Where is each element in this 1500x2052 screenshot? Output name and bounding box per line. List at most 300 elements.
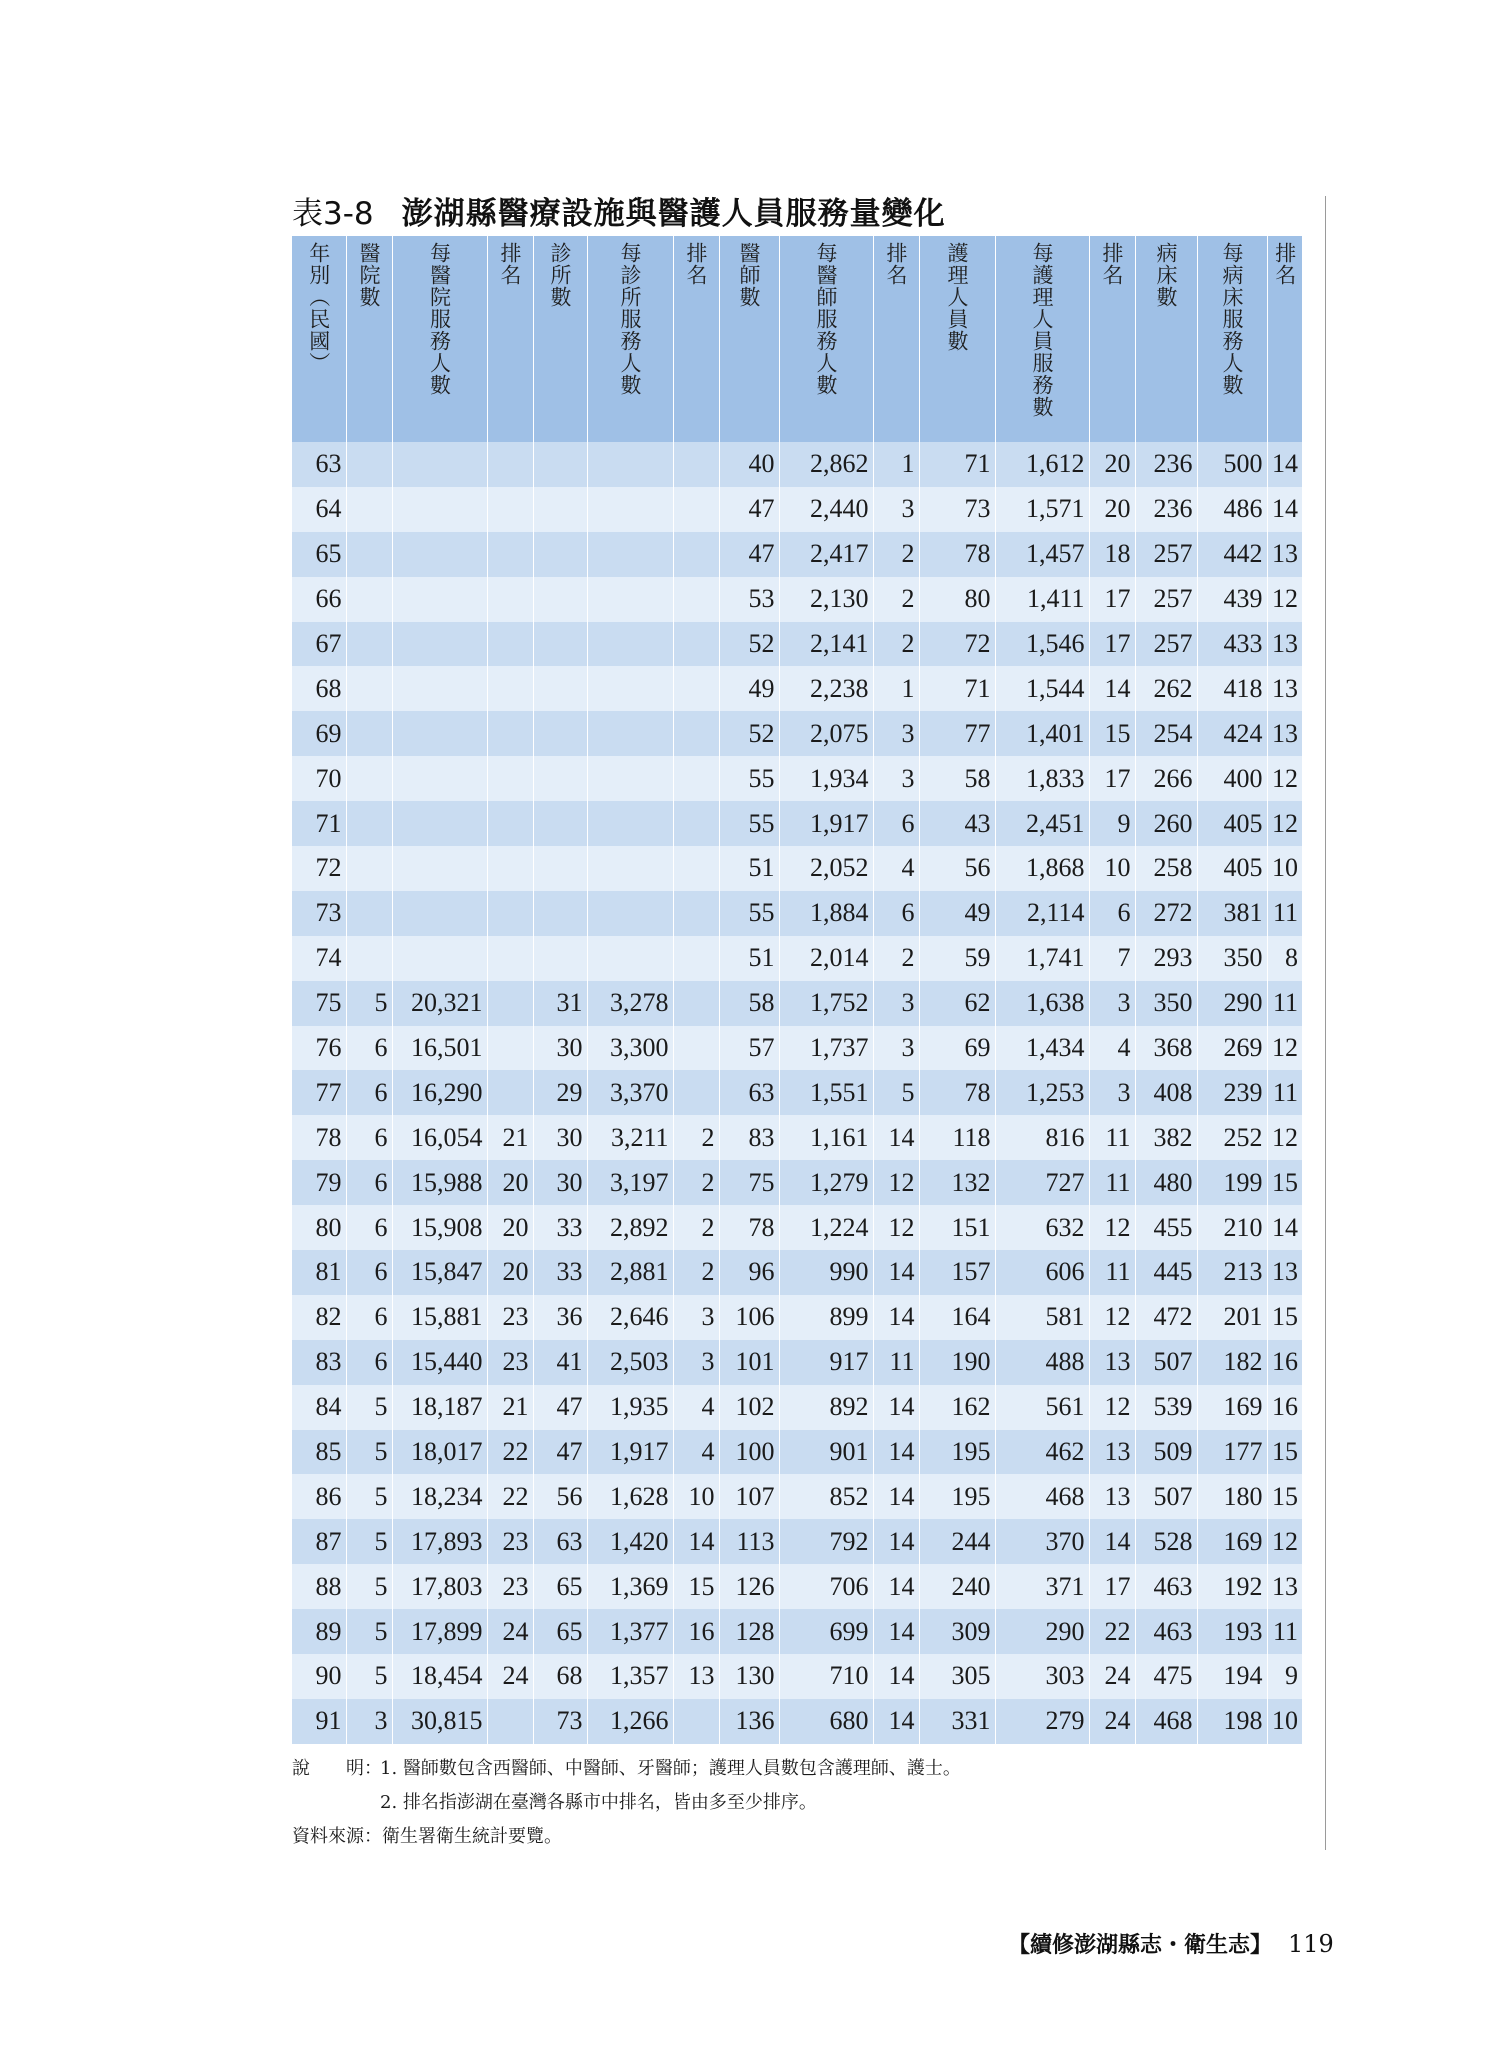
table-row: [292, 1654, 1302, 1699]
table-cell: 1,457: [995, 532, 1089, 577]
table-cell: 11: [1089, 1115, 1135, 1160]
table-cell: 53: [719, 577, 779, 622]
table-row: [292, 1474, 1302, 1519]
table-cell: 47: [533, 1385, 587, 1430]
page-number: 119: [1288, 1930, 1334, 1958]
table-cell: 15: [1089, 711, 1135, 756]
table-cell: [673, 1070, 719, 1115]
table-cell: 13: [1089, 1430, 1135, 1475]
table-cell: 1,420: [587, 1519, 673, 1564]
table-cell: 20: [1089, 442, 1135, 487]
table-cell: 1,752: [779, 981, 873, 1026]
table-cell: 5: [346, 1519, 392, 1564]
table-cell: [392, 711, 487, 756]
table-cell: 3: [346, 1699, 392, 1744]
table-cell: 16,501: [392, 1026, 487, 1071]
table-row: [292, 577, 1302, 622]
note-line-1: [292, 1752, 1312, 1786]
table-cell: 180: [1197, 1474, 1267, 1519]
table-cell: 4: [673, 1430, 719, 1475]
table-cell: 30: [533, 1160, 587, 1205]
table-cell: 52: [719, 711, 779, 756]
table-cell: 2,130: [779, 577, 873, 622]
table-cell: [587, 756, 673, 801]
table-cell: 136: [719, 1699, 779, 1744]
table-cell: 20,321: [392, 981, 487, 1026]
table-cell: 22: [487, 1430, 533, 1475]
table-row: [292, 846, 1302, 891]
table-cell: [533, 801, 587, 846]
table-cell: 3: [873, 756, 919, 801]
table-cell: [673, 1026, 719, 1071]
table-cell: 24: [487, 1609, 533, 1654]
table-cell: 6: [346, 1160, 392, 1205]
table-cell: [487, 1026, 533, 1071]
table-cell: 400: [1197, 756, 1267, 801]
table-row: [292, 1295, 1302, 1340]
table-cell: 14: [873, 1564, 919, 1609]
table-cell: 4: [673, 1385, 719, 1430]
table-cell: 24: [487, 1654, 533, 1699]
table-cell: [392, 487, 487, 532]
table-cell: 2,503: [587, 1340, 673, 1385]
table-cell: 305: [919, 1654, 995, 1699]
table-cell: 62: [919, 981, 995, 1026]
table-cell: 51: [719, 846, 779, 891]
table-cell: 1,737: [779, 1026, 873, 1071]
column-header: [392, 236, 487, 442]
table-cell: [487, 1070, 533, 1115]
table-cell: [392, 846, 487, 891]
table-cell: 5: [346, 1474, 392, 1519]
table-cell: [587, 801, 673, 846]
table-cell: 14: [1089, 666, 1135, 711]
table-row: [292, 1430, 1302, 1475]
table-cell: 10: [1089, 846, 1135, 891]
table-cell: 1,571: [995, 487, 1089, 532]
table-cell: [673, 487, 719, 532]
table-cell: 12: [1267, 1115, 1302, 1160]
table-cell: 30: [533, 1026, 587, 1071]
table-cell: 21: [487, 1385, 533, 1430]
table-cell: [346, 532, 392, 577]
table-cell: 2,238: [779, 666, 873, 711]
table-cell: 236: [1135, 487, 1197, 532]
table-row: [292, 1250, 1302, 1295]
table-cell: 269: [1197, 1026, 1267, 1071]
table-cell: 58: [719, 981, 779, 1026]
table-cell: 15,847: [392, 1250, 487, 1295]
table-cell: 371: [995, 1564, 1089, 1609]
table-row: [292, 711, 1302, 756]
table-cell: 164: [919, 1295, 995, 1340]
year-cell: 74: [292, 936, 346, 981]
table-cell: 1: [873, 442, 919, 487]
table-cell: 5: [873, 1070, 919, 1115]
table-cell: 194: [1197, 1654, 1267, 1699]
table-cell: 12: [1089, 1385, 1135, 1430]
table-row: [292, 1385, 1302, 1430]
year-cell: 76: [292, 1026, 346, 1071]
table-cell: 68: [533, 1654, 587, 1699]
table-cell: 47: [533, 1430, 587, 1475]
table-cell: 55: [719, 756, 779, 801]
year-cell: 78: [292, 1115, 346, 1160]
table-cell: 262: [1135, 666, 1197, 711]
year-cell: 66: [292, 577, 346, 622]
year-cell: 65: [292, 532, 346, 577]
year-cell: 67: [292, 622, 346, 667]
table-cell: 1,868: [995, 846, 1089, 891]
table-cell: 3: [1089, 1070, 1135, 1115]
table-cell: 2,141: [779, 622, 873, 667]
table-cell: 12: [873, 1160, 919, 1205]
table-cell: 3: [873, 711, 919, 756]
table-cell: 350: [1135, 981, 1197, 1026]
table-cell: 1,401: [995, 711, 1089, 756]
table-cell: 606: [995, 1250, 1089, 1295]
year-cell: 77: [292, 1070, 346, 1115]
table-cell: 182: [1197, 1340, 1267, 1385]
table-cell: [392, 666, 487, 711]
table-cell: 258: [1135, 846, 1197, 891]
table-cell: [587, 532, 673, 577]
table-cell: 12: [873, 1205, 919, 1250]
column-header: [292, 236, 346, 442]
table-cell: 15,908: [392, 1205, 487, 1250]
table-cell: 381: [1197, 891, 1267, 936]
table-cell: 199: [1197, 1160, 1267, 1205]
table-cell: 272: [1135, 891, 1197, 936]
table-cell: 1,357: [587, 1654, 673, 1699]
table-cell: 11: [1267, 1609, 1302, 1654]
table-cell: 11: [873, 1340, 919, 1385]
column-header: [1267, 236, 1302, 442]
table-cell: 43: [919, 801, 995, 846]
year-cell: 87: [292, 1519, 346, 1564]
table-cell: 539: [1135, 1385, 1197, 1430]
table-cell: 816: [995, 1115, 1089, 1160]
table-cell: 14: [873, 1654, 919, 1699]
table-cell: [673, 981, 719, 1026]
table-cell: 486: [1197, 487, 1267, 532]
table-cell: [587, 846, 673, 891]
data-source: [292, 1820, 1312, 1854]
table-cell: 51: [719, 936, 779, 981]
table-cell: 1,434: [995, 1026, 1089, 1071]
table-cell: 5: [346, 1564, 392, 1609]
table-cell: 69: [919, 1026, 995, 1071]
table-cell: 14: [1267, 487, 1302, 532]
table-cell: 2,014: [779, 936, 873, 981]
table-cell: 254: [1135, 711, 1197, 756]
table-cell: [673, 801, 719, 846]
table-cell: [673, 666, 719, 711]
table-cell: 30,815: [392, 1699, 487, 1744]
table-cell: 9: [1267, 1654, 1302, 1699]
table-cell: 488: [995, 1340, 1089, 1385]
table-cell: 33: [533, 1250, 587, 1295]
table-cell: [346, 846, 392, 891]
table-cell: 12: [1089, 1295, 1135, 1340]
table-cell: 1,934: [779, 756, 873, 801]
table-cell: 14: [873, 1474, 919, 1519]
table-cell: 6: [346, 1250, 392, 1295]
table-cell: 78: [919, 1070, 995, 1115]
table-cell: 370: [995, 1519, 1089, 1564]
year-cell: 88: [292, 1564, 346, 1609]
table-cell: 1,161: [779, 1115, 873, 1160]
table-cell: 6: [873, 891, 919, 936]
table-cell: 11: [1267, 1070, 1302, 1115]
table-cell: 1,884: [779, 891, 873, 936]
table-cell: 22: [1089, 1609, 1135, 1654]
table-cell: 405: [1197, 846, 1267, 891]
table-cell: [673, 1699, 719, 1744]
table-cell: [392, 936, 487, 981]
table-cell: 213: [1197, 1250, 1267, 1295]
table-row: [292, 756, 1302, 801]
table-cell: 6: [346, 1026, 392, 1071]
table-cell: 1,917: [587, 1430, 673, 1475]
table-cell: 18,017: [392, 1430, 487, 1475]
table-cell: [346, 936, 392, 981]
column-header: [533, 236, 587, 442]
table-cell: [392, 532, 487, 577]
table-cell: 279: [995, 1699, 1089, 1744]
column-header: [487, 236, 533, 442]
table-body: [292, 442, 1302, 1744]
table-cell: 257: [1135, 577, 1197, 622]
table-cell: 14: [1267, 442, 1302, 487]
table-cell: [533, 846, 587, 891]
table-cell: 445: [1135, 1250, 1197, 1295]
table-cell: [487, 846, 533, 891]
table-cell: 2,075: [779, 711, 873, 756]
year-cell: 64: [292, 487, 346, 532]
table-cell: 1,369: [587, 1564, 673, 1609]
table-cell: 18,454: [392, 1654, 487, 1699]
table-cell: 12: [1267, 1026, 1302, 1071]
table-cell: 195: [919, 1474, 995, 1519]
table-row: [292, 1115, 1302, 1160]
table-cell: 468: [995, 1474, 1089, 1519]
table-cell: 792: [779, 1519, 873, 1564]
table-cell: 193: [1197, 1609, 1267, 1654]
table-cell: [346, 711, 392, 756]
table-cell: 107: [719, 1474, 779, 1519]
table-cell: 12: [1089, 1205, 1135, 1250]
table-cell: 16,054: [392, 1115, 487, 1160]
table-row: [292, 1026, 1302, 1071]
table-cell: [533, 666, 587, 711]
table-cell: 17: [1089, 756, 1135, 801]
column-header: [919, 236, 995, 442]
table-cell: [587, 711, 673, 756]
table-cell: 59: [919, 936, 995, 981]
table-cell: 290: [995, 1609, 1089, 1654]
column-header: [587, 236, 673, 442]
table-cell: 1,551: [779, 1070, 873, 1115]
table-row: [292, 1070, 1302, 1115]
table-cell: 6: [346, 1295, 392, 1340]
table-cell: 475: [1135, 1654, 1197, 1699]
table-cell: 368: [1135, 1026, 1197, 1071]
table-cell: 16: [673, 1609, 719, 1654]
table-cell: 1: [873, 666, 919, 711]
year-cell: 68: [292, 666, 346, 711]
table-cell: [346, 577, 392, 622]
table-cell: 14: [873, 1385, 919, 1430]
table-cell: [587, 442, 673, 487]
table-cell: 899: [779, 1295, 873, 1340]
table-cell: 21: [487, 1115, 533, 1160]
table-cell: 71: [919, 442, 995, 487]
table-cell: 12: [1267, 801, 1302, 846]
table-cell: [587, 936, 673, 981]
table-cell: 96: [719, 1250, 779, 1295]
table-cell: 1,546: [995, 622, 1089, 667]
table-cell: 198: [1197, 1699, 1267, 1744]
table-cell: 20: [487, 1160, 533, 1205]
table-cell: [346, 487, 392, 532]
table-cell: 455: [1135, 1205, 1197, 1250]
table-cell: 49: [719, 666, 779, 711]
table-cell: 58: [919, 756, 995, 801]
column-header: [779, 236, 873, 442]
table-cell: 5: [346, 981, 392, 1026]
table-cell: 13: [673, 1654, 719, 1699]
table-row: [292, 1205, 1302, 1250]
table-cell: 5: [346, 1654, 392, 1699]
year-cell: 83: [292, 1340, 346, 1385]
table-cell: 2,451: [995, 801, 1089, 846]
table-cell: [673, 936, 719, 981]
table-cell: 408: [1135, 1070, 1197, 1115]
table-cell: 15,440: [392, 1340, 487, 1385]
year-cell: 80: [292, 1205, 346, 1250]
table-cell: 30: [533, 1115, 587, 1160]
table-cell: 23: [487, 1295, 533, 1340]
table-cell: 40: [719, 442, 779, 487]
table-cell: [533, 622, 587, 667]
table-cell: [487, 981, 533, 1026]
table-cell: [673, 711, 719, 756]
table-cell: 14: [873, 1609, 919, 1654]
table-cell: 1,224: [779, 1205, 873, 1250]
table-cell: 73: [919, 487, 995, 532]
table-cell: 72: [919, 622, 995, 667]
table-cell: 3: [673, 1295, 719, 1340]
table-cell: 14: [673, 1519, 719, 1564]
column-header: [346, 236, 392, 442]
table-cell: 463: [1135, 1564, 1197, 1609]
table-row: [292, 622, 1302, 667]
table-cell: 65: [533, 1564, 587, 1609]
year-cell: 69: [292, 711, 346, 756]
year-cell: 85: [292, 1430, 346, 1475]
table-cell: 1,638: [995, 981, 1089, 1026]
table-row: [292, 532, 1302, 577]
table-cell: 190: [919, 1340, 995, 1385]
table-cell: 49: [919, 891, 995, 936]
year-cell: 71: [292, 801, 346, 846]
table-cell: [533, 891, 587, 936]
table-cell: 561: [995, 1385, 1089, 1430]
book-title: 【續修澎湖縣志・衛生志】: [1008, 1932, 1273, 1958]
table-cell: 128: [719, 1609, 779, 1654]
table-cell: 5: [346, 1609, 392, 1654]
table-cell: 13: [1267, 711, 1302, 756]
table-cell: [673, 442, 719, 487]
table-row: [292, 1699, 1302, 1744]
year-cell: 89: [292, 1609, 346, 1654]
table-cell: [487, 666, 533, 711]
table-row: [292, 1564, 1302, 1609]
column-header-label: 每護理人員服務數: [1030, 242, 1054, 418]
table-cell: 16,290: [392, 1070, 487, 1115]
table-cell: 2: [673, 1250, 719, 1295]
table-cell: 75: [719, 1160, 779, 1205]
year-cell: 79: [292, 1160, 346, 1205]
table-cell: 13: [1267, 532, 1302, 577]
table-cell: 1,411: [995, 577, 1089, 622]
table-cell: 901: [779, 1430, 873, 1475]
table-row: [292, 981, 1302, 1026]
table-cell: 11: [1089, 1250, 1135, 1295]
table-cell: 11: [1267, 981, 1302, 1026]
notes-label: 說 明：: [292, 1758, 382, 1779]
table-row: [292, 891, 1302, 936]
table-cell: 13: [1267, 1564, 1302, 1609]
table-cell: 55: [719, 801, 779, 846]
note-1: 1. 醫師數包含西醫師、中醫師、牙醫師；護理人員數包含護理師、護士。: [380, 1758, 961, 1779]
table-cell: 12: [1267, 1519, 1302, 1564]
table-cell: 47: [719, 487, 779, 532]
table-row: [292, 487, 1302, 532]
year-cell: 91: [292, 1699, 346, 1744]
column-header-label: 排名: [884, 242, 908, 286]
table-cell: 13: [1267, 622, 1302, 667]
table-cell: 151: [919, 1205, 995, 1250]
year-cell: 63: [292, 442, 346, 487]
table-cell: 6: [346, 1115, 392, 1160]
table-cell: [587, 622, 673, 667]
table-cell: [673, 891, 719, 936]
table-notes: [292, 1752, 1312, 1854]
year-cell: 70: [292, 756, 346, 801]
table-cell: 24: [1089, 1654, 1135, 1699]
table-cell: 2: [873, 532, 919, 577]
table-cell: [673, 577, 719, 622]
table-cell: 12: [1267, 756, 1302, 801]
table-cell: 52: [719, 622, 779, 667]
table-cell: [487, 756, 533, 801]
table-row: [292, 1340, 1302, 1385]
table-cell: 2,114: [995, 891, 1089, 936]
table-cell: 3: [673, 1340, 719, 1385]
table-cell: 195: [919, 1430, 995, 1475]
table-cell: 56: [919, 846, 995, 891]
table-cell: 2: [673, 1160, 719, 1205]
table-cell: 293: [1135, 936, 1197, 981]
table-cell: 23: [487, 1564, 533, 1609]
table-caption: [292, 188, 946, 232]
table-cell: [673, 622, 719, 667]
table-cell: 236: [1135, 442, 1197, 487]
table-cell: 41: [533, 1340, 587, 1385]
table-cell: 1,612: [995, 442, 1089, 487]
